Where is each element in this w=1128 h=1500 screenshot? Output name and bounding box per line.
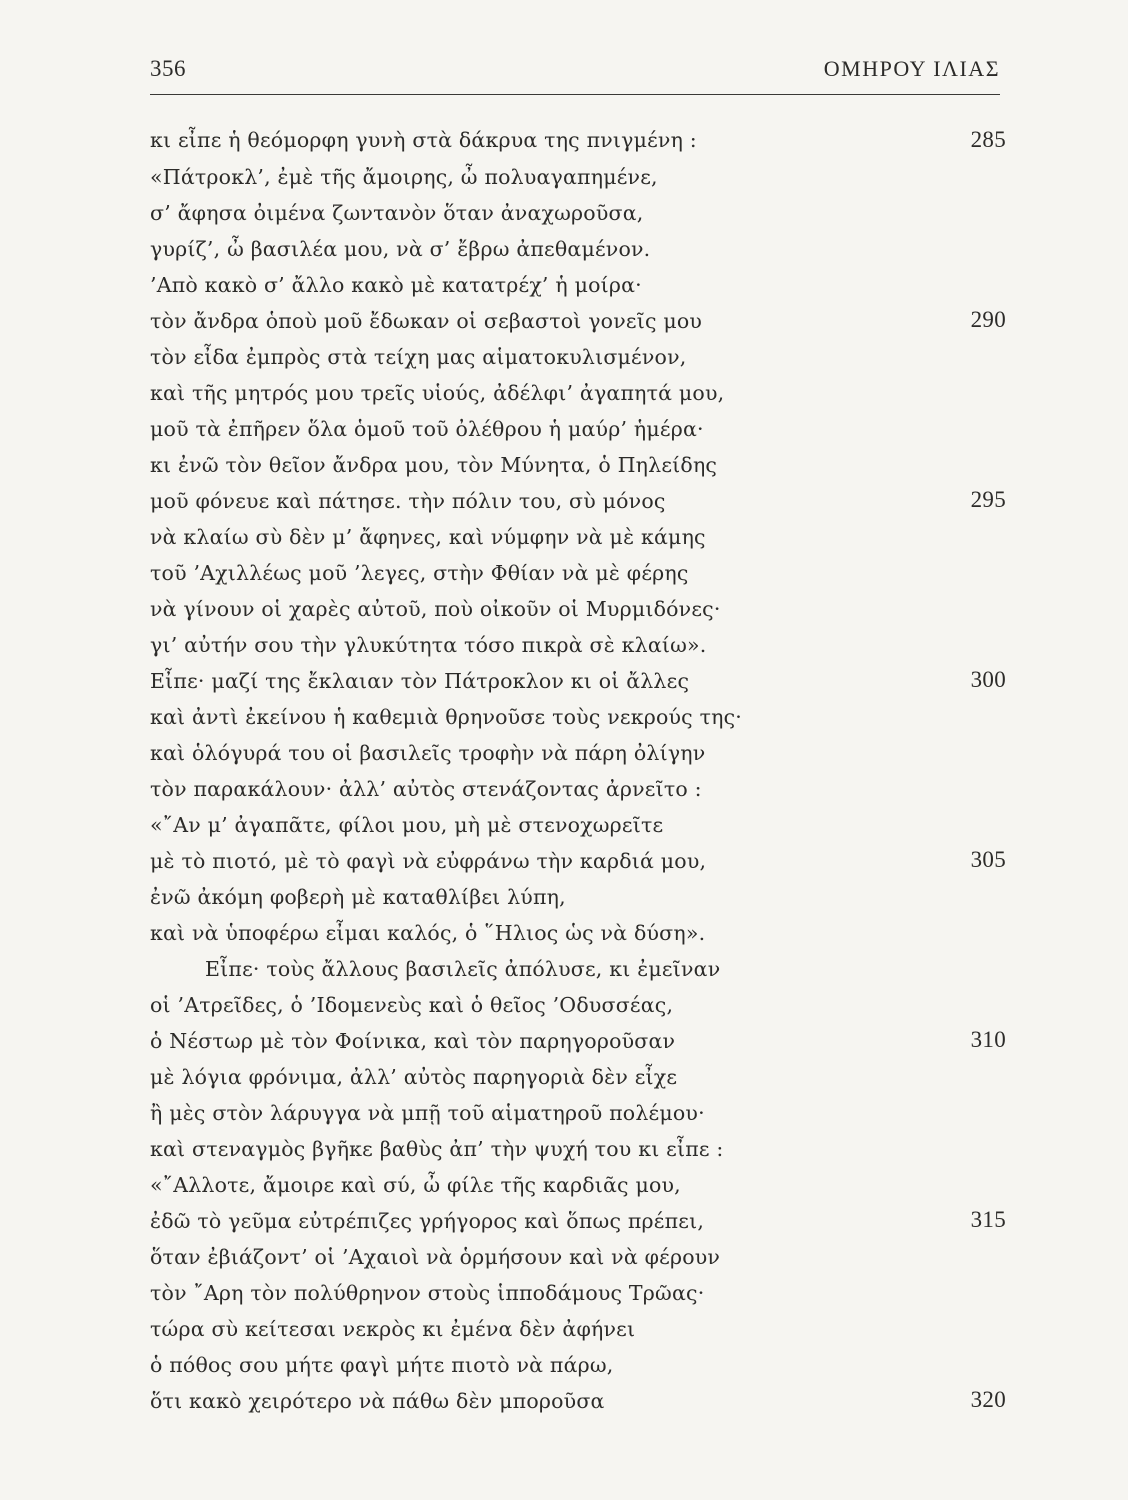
verse-line: ὅταν ἐβιάζοντ’ οἱ ’Αχαιοὶ νὰ ὁρμήσουν καὶ νὰ φέρουν bbox=[150, 1245, 721, 1269]
verse-line: ὅτι κακὸ χειρότερο νὰ πάθω δὲν μποροῦσα bbox=[150, 1389, 605, 1413]
verse-line: «῎Αλλοτε, ἄμοιρε καὶ σύ, ὦ φίλε τῆς καρδιᾶς μου, bbox=[150, 1173, 681, 1197]
verse-line: καὶ ὁλόγυρά του οἱ βασιλεῖς τροφὴν νὰ πάρη ὀλίγην bbox=[150, 741, 706, 765]
verse-line: «῎Αν μ’ ἀγαπᾶτε, φίλοι μου, μὴ μὲ στενοχωρεῖτε bbox=[150, 813, 664, 837]
line-number: 315 bbox=[970, 1207, 1006, 1232]
line-number: 310 bbox=[970, 1027, 1006, 1052]
verse-line: γι’ αὐτήν σου τὴν γλυκύτητα τόσο πικρὰ σὲ κλαίω». bbox=[150, 633, 707, 657]
line-number: 285 bbox=[970, 127, 1006, 152]
verse-line: καὶ στεναγμὸς βγῆκε βαθὺς ἀπ’ τὴν ψυχή του κι εἶπε : bbox=[150, 1137, 724, 1161]
verse-line: τοῦ ’Αχιλλέως μοῦ ’λεγες, στὴν Φθίαν νὰ μὲ φέρης bbox=[150, 561, 689, 585]
verse-line: καὶ νὰ ὑποφέρω εἶμαι καλός, ὁ ῞Ηλιος ὡς νὰ δύση». bbox=[150, 921, 706, 945]
verse-line: ἐνῶ ἀκόμη φοβερὴ μὲ καταθλίβει λύπη, bbox=[150, 885, 566, 909]
verse-line: ὁ Νέστωρ μὲ τὸν Φοίνικα, καὶ τὸν παρηγοροῦσαν bbox=[150, 1029, 676, 1053]
line-number: 300 bbox=[970, 667, 1006, 692]
running-title: ΟΜΗΡΟΥ ΙΛΙΑΣ bbox=[823, 56, 1000, 81]
verse-line: γυρίζ’, ὦ βασιλέα μου, νὰ σ’ ἔβρω ἀπεθαμένον. bbox=[150, 237, 651, 261]
verse-line: τὸν εἶδα ἐμπρὸς στὰ τείχη μας αἱματοκυλισμένον, bbox=[150, 345, 687, 369]
verse-line: νὰ κλαίω σὺ δὲν μ’ ἄφηνες, καὶ νύμφην νὰ μὲ κάμης bbox=[150, 525, 706, 549]
verse-line: μὲ λόγια φρόνιμα, ἀλλ’ αὐτὸς παρηγοριὰ δὲν εἶχε bbox=[150, 1065, 678, 1089]
verse-line: κι ἐνῶ τὸν θεῖον ἄνδρα μου, τὸν Μύνητα, ὁ Πηλείδης bbox=[150, 453, 718, 477]
line-number: 290 bbox=[970, 307, 1006, 332]
header-rule bbox=[150, 94, 1000, 95]
verse-line: σ’ ἄφησα ὀιμένα ζωντανὸν ὅταν ἀναχωροῦσα, bbox=[150, 201, 644, 225]
verse-line: οἱ ’Ατρεῖδες, ὁ ’Ιδομενεὺς καὶ ὁ θεῖος ’Οδυσσέας, bbox=[150, 993, 674, 1017]
verse-line: τώρα σὺ κείτεσαι νεκρὸς κι ἐμένα δὲν ἀφήνει bbox=[150, 1317, 636, 1341]
verse-line: μὲ τὸ πιοτό, μὲ τὸ φαγὶ νὰ εὐφράνω τὴν καρδιά μου, bbox=[150, 849, 707, 873]
verse-line: τὸν ἄνδρα ὁποὺ μοῦ ἔδωκαν οἱ σεβαστοὶ γονεῖς μου bbox=[150, 309, 703, 333]
verse-line: Εἶπε· τοὺς ἄλλους βασιλεῖς ἀπόλυσε, κι ἐμεῖναν bbox=[205, 957, 721, 981]
verse-line: μοῦ φόνευε καὶ πάτησε. τὴν πόλιν του, σὺ μόνος bbox=[150, 489, 666, 513]
verse-line: ’Απὸ κακὸ σ’ ἄλλο κακὸ μὲ κατατρέχ’ ἡ μοίρα· bbox=[150, 273, 642, 297]
verse-line: τὸν ῎Αρη τὸν πολύθρηνον στοὺς ἱπποδάμους Τρῶας· bbox=[150, 1281, 705, 1305]
verse-line: ὁ πόθος σου μήτε φαγὶ μήτε πιοτὸ νὰ πάρω, bbox=[150, 1353, 614, 1377]
verse-line: νὰ γίνουν οἱ χαρὲς αὐτοῦ, ποὺ οἰκοῦν οἱ Μυρμιδόνες· bbox=[150, 597, 721, 621]
verse-line: Εἶπε· μαζί της ἔκλαιαν τὸν Πάτροκλον κι οἱ ἄλλες bbox=[150, 669, 690, 693]
line-number: 320 bbox=[970, 1387, 1006, 1412]
page-number: 356 bbox=[150, 56, 186, 81]
verse-line: καὶ τῆς μητρός μου τρεῖς υἱούς, ἀδέλφι’ ἀγαπητά μου, bbox=[150, 381, 725, 405]
page-header bbox=[150, 54, 1000, 94]
line-number: 305 bbox=[970, 847, 1006, 872]
verse-line: ἢ μὲς στὸν λάρυγγα νὰ μπῇ τοῦ αἱματηροῦ πολέμου· bbox=[150, 1101, 705, 1125]
verse-line: μοῦ τὰ ἐπῆρεν ὅλα ὁμοῦ τοῦ ὀλέθρου ἡ μαύρ’ ἡμέρα· bbox=[150, 417, 704, 441]
verse-line: «Πάτροκλ’, ἐμὲ τῆς ἄμοιρης, ὦ πολυαγαπημένε, bbox=[150, 165, 658, 189]
verse-line: ἐδῶ τὸ γεῦμα εὐτρέπιζες γρήγορος καὶ ὅπως πρέπει, bbox=[150, 1209, 705, 1233]
line-number: 295 bbox=[970, 487, 1006, 512]
verse-line: κι εἶπε ἡ θεόμορφη γυνὴ στὰ δάκρυα της πνιγμένη : bbox=[150, 128, 697, 152]
verse-line: καὶ ἀντὶ ἐκείνου ἡ καθεμιὰ θρηνοῦσε τοὺς νεκρούς της· bbox=[150, 705, 742, 729]
verse-line: τὸν παρακάλουν· ἀλλ’ αὐτὸς στενάζοντας ἀρνεῖτο : bbox=[150, 777, 702, 801]
